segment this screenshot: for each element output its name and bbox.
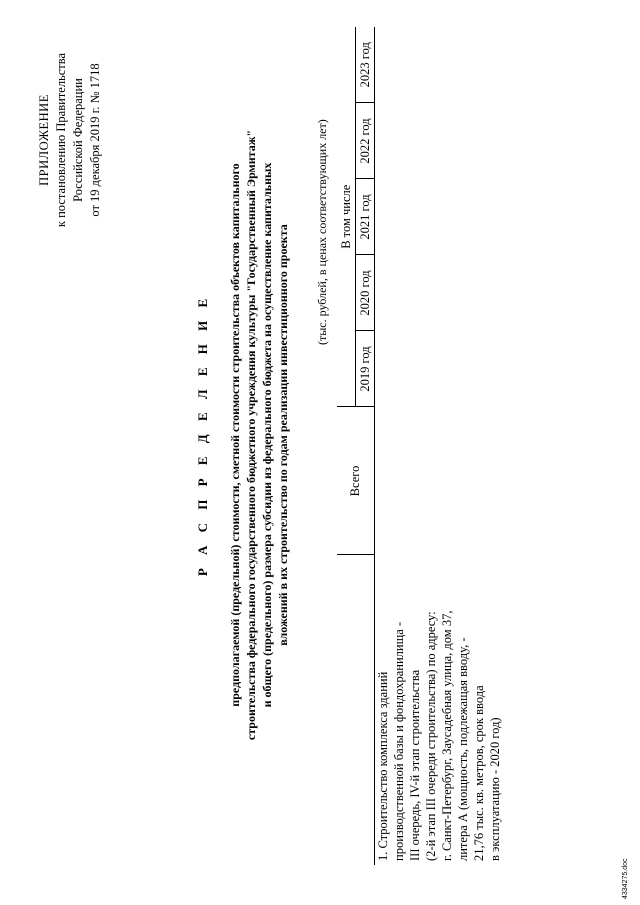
- appendix-line-2: Российской Федерации: [71, 78, 85, 202]
- header-year: 2020 год: [356, 255, 375, 331]
- year-value-cell: [375, 331, 504, 407]
- header-blank-cell: [337, 555, 375, 865]
- header-year: 2023 год: [356, 27, 375, 103]
- appendix-line-3: от 19 декабря 2019 г. № 1718: [88, 63, 102, 217]
- object-line: в эксплуатацию - 2020 год): [488, 717, 502, 861]
- table-row: [375, 27, 504, 865]
- document-heading: [195, 85, 291, 785]
- appendix-block: [36, 10, 104, 270]
- header-total: Всего: [337, 407, 375, 555]
- object-description: [375, 555, 504, 865]
- header-row-1: [337, 27, 356, 865]
- object-line: (2-й этап III очереди строительства) по адресу:: [424, 611, 438, 861]
- distribution-table: [337, 27, 503, 865]
- year-value-cell: [375, 103, 504, 179]
- header-year: 2022 год: [356, 103, 375, 179]
- heading-line-4: вложений в их строительство по годам реализации инвестиционного проекта: [276, 224, 290, 646]
- header-including: В том числе: [337, 27, 356, 407]
- header-year: 2019 год: [356, 331, 375, 407]
- object-line: 1. Строительство комплекса зданий: [376, 671, 390, 861]
- units-note: (тыс. рублей, в ценах соответствующих лет): [315, 119, 329, 345]
- appendix-title: ПРИЛОЖЕНИЕ: [37, 94, 51, 186]
- heading-line-1: предполагаемой (предельной) стоимости, сметной стоимости строительства объектов капитального: [228, 163, 242, 707]
- document-code: 4334275.doc: [622, 858, 629, 899]
- appendix-line-1: к постановлению Правительства: [54, 52, 68, 228]
- heading-title: Р А С П Р Е Д Е Л Е Н И Е: [195, 293, 210, 577]
- object-line: литера А (мощность, подлежащая вводу, -: [456, 637, 470, 861]
- object-line: 21,76 тыс. кв. метров, срок ввода: [472, 685, 486, 861]
- object-line: г. Санкт-Петербург, Заусадебная улица, дом 37,: [440, 610, 454, 861]
- heading-line-3: и общего (предельного) размера субсидии из федерального бюджета на осуществление капитальных: [260, 162, 274, 708]
- heading-line-2: строительства федерального государственного бюджетного учреждения культуры "Государственный Эрмитаж": [244, 129, 258, 741]
- total-value-cell: [375, 407, 504, 555]
- object-line: производственной базы и фондохранилища -: [392, 621, 406, 861]
- year-value-cell: [375, 255, 504, 331]
- object-line: III очередь, IV-й этап строительства: [408, 669, 422, 861]
- year-value-cell: [375, 27, 504, 103]
- year-value-cell: [375, 179, 504, 255]
- header-year: 2021 год: [356, 179, 375, 255]
